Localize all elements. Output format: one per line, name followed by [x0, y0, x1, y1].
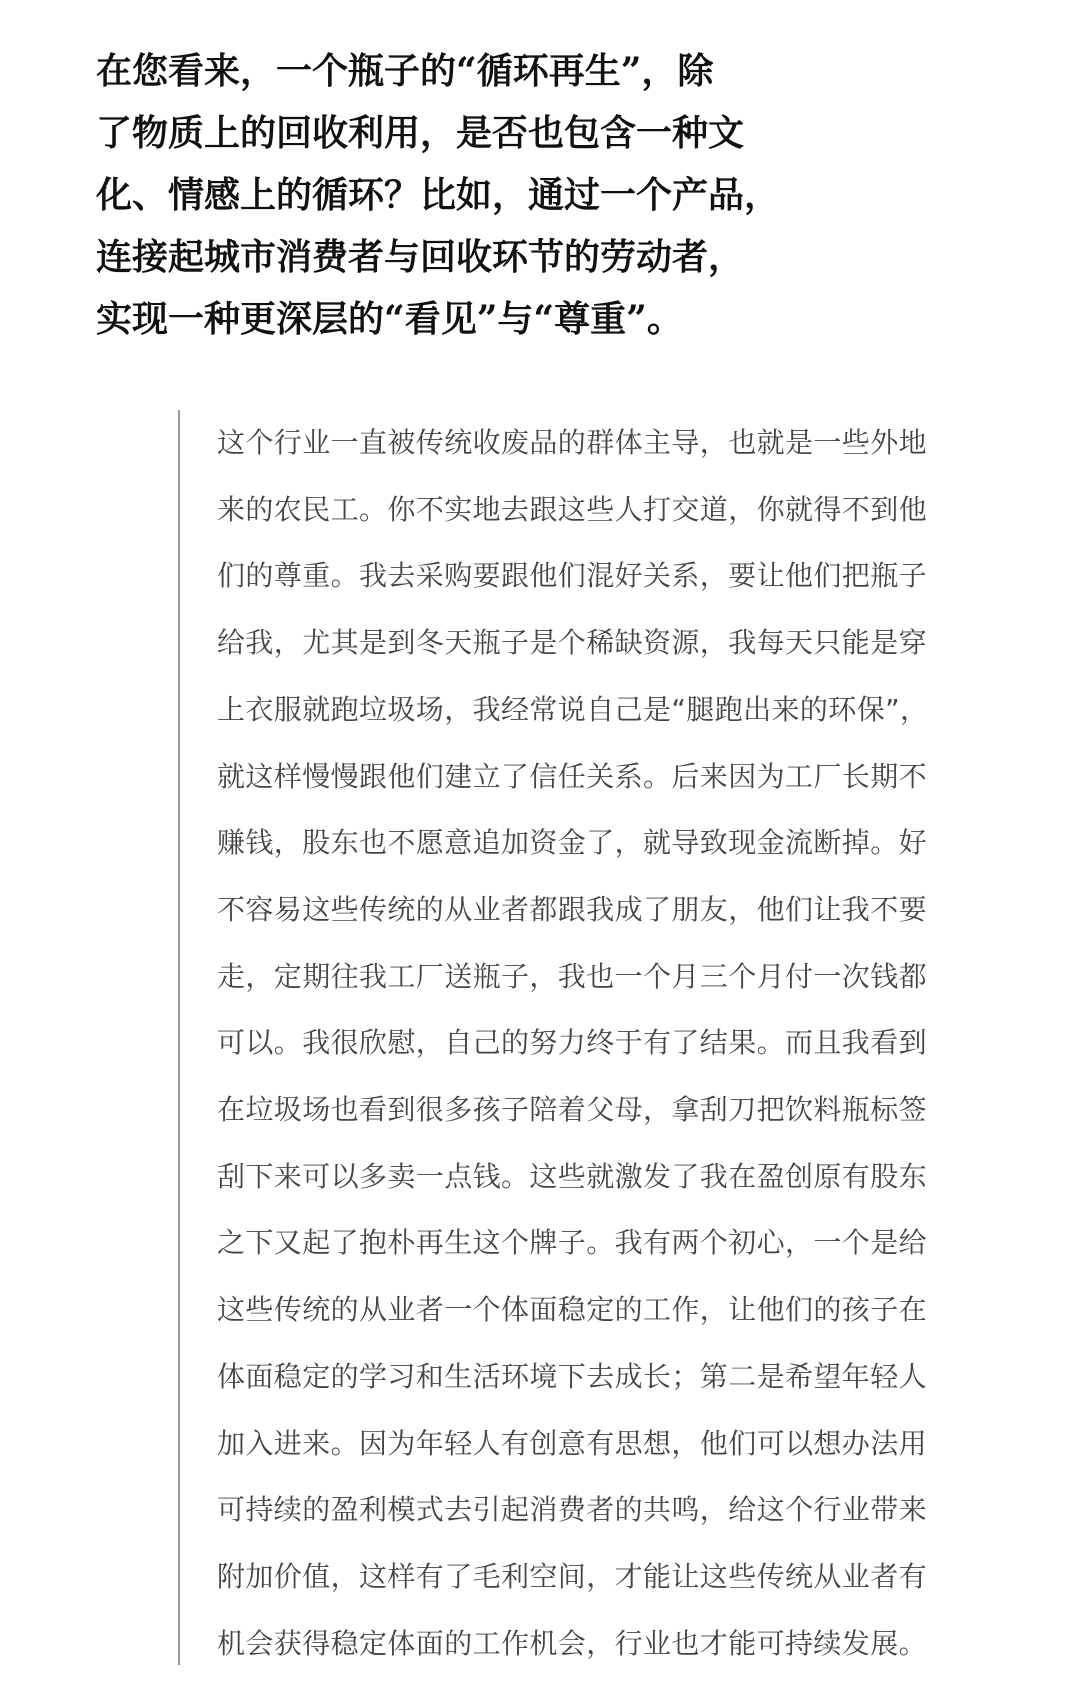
answer-line: 这些传统的从业者一个体面稳定的工作，让他们的孩子在 — [217, 1293, 928, 1327]
answer-line: 就这样慢慢跟他们建立了信任关系。后来因为工厂长期不 — [217, 759, 928, 793]
answer-line: 给我，尤其是到冬天瓶子是个稀缺资源，我每天只能是穿 — [217, 626, 928, 660]
answer-line: 们的尊重。我去采购要跟他们混好关系，要让他们把瓶子 — [217, 559, 928, 593]
question-line: 连接起城市消费者与回收环节的劳动者， — [96, 236, 745, 278]
answer-line: 可持续的盈利模式去引起消费者的共鸣，给这个行业带来 — [217, 1493, 928, 1527]
answer-paragraph — [217, 410, 937, 1677]
answer-line: 可以。我很欣慰，自己的努力终于有了结果。而且我看到 — [217, 1026, 928, 1060]
answer-line: 上衣服就跑垃圾场，我经常说自己是“腿跑出来的环保”， — [217, 692, 929, 726]
answer-line: 来的农民工。你不实地去跟这些人打交道，你就得不到他 — [217, 492, 928, 526]
question-line: 实现一种更深层的“看见”与“尊重”。 — [96, 298, 683, 340]
question-line: 了物质上的回收利用，是否也包含一种文 — [96, 112, 745, 154]
question-line: 在您看来，一个瓶子的“循环再生”，除 — [96, 50, 714, 92]
answer-line: 这个行业一直被传统收废品的群体主导，也就是一些外地 — [217, 426, 928, 459]
answer-line: 机会获得稳定体面的工作机会，行业也才能可持续发展。 — [217, 1626, 928, 1660]
answer-line: 在垃圾场也看到很多孩子陪着父母，拿刮刀把饮料瓶标签 — [217, 1093, 928, 1127]
answer-line: 之下又起了抱朴再生这个牌子。我有两个初心，一个是给 — [217, 1226, 928, 1260]
question-line: 化、情感上的循环？比如，通过一个产品， — [96, 174, 781, 216]
answer-line: 赚钱，股东也不愿意追加资金了，就导致现金流断掉。好 — [217, 826, 928, 860]
answer-line: 走，定期往我工厂送瓶子，我也一个月三个月付一次钱都 — [217, 959, 928, 993]
answer-line: 不容易这些传统的从业者都跟我成了朋友，他们让我不要 — [217, 892, 928, 926]
answer-line: 刮下来可以多卖一点钱。这些就激发了我在盈创原有股东 — [217, 1159, 928, 1193]
answer-line: 体面稳定的学习和生活环境下去成长；第二是希望年轻人 — [217, 1359, 928, 1393]
answer-line: 加入进来。因为年轻人有创意有思想，他们可以想办法用 — [217, 1426, 928, 1460]
question-heading — [96, 40, 796, 350]
answer-line: 附加价值，这样有了毛利空间，才能让这些传统从业者有 — [217, 1559, 928, 1593]
answer-quote-block — [178, 410, 940, 1665]
